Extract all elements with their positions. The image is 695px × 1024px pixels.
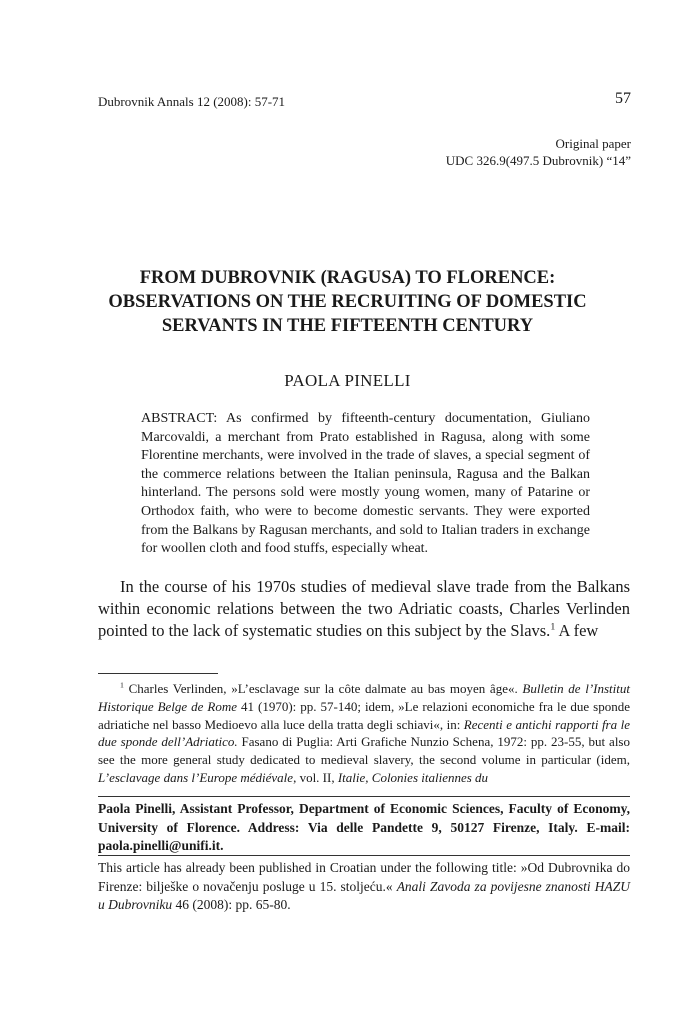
footnote-divider xyxy=(98,673,218,674)
footnote-journal-title: Bulletin de l’Institut Historique Belge de Rome xyxy=(98,681,630,714)
footnote-marker: 1 xyxy=(120,680,124,690)
udc-code: UDC 326.9(497.5 Dubrovnik) “14” xyxy=(445,153,631,168)
publication-note xyxy=(98,859,630,915)
footnote-reference[interactable]: 1 xyxy=(550,621,556,633)
footnote-text: 41 (1970): pp. 57-140; idem, »Le relazioni economiche fra le due sponde adriatiche nel basso Medioevo alla luce della tratta degli schiavi«, in: xyxy=(98,698,630,732)
footnote xyxy=(98,680,630,787)
footnote-book-title: L’esclavage dans l’Europe médiévale xyxy=(98,769,294,785)
title-line: FROM DUBROVNIK (RAGUSA) TO FLORENCE: xyxy=(139,268,556,288)
author-name: PAOLA PINELLI xyxy=(284,371,411,390)
body-text: In the course of his 1970s studies of medieval slave trade from the Balkans within economic relations between the two Adriatic coasts, Charles Verlinden pointed to the lack of systematic studies on this subject by the Slavs. xyxy=(98,577,630,640)
title-line: SERVANTS IN THE FIFTEENTH CENTURY xyxy=(161,316,534,336)
body-text-continuation: A few xyxy=(555,621,599,640)
footnote-text: Charles Verlinden, »L’esclavage sur la côte dalmate au bas moyen âge«. xyxy=(123,681,523,696)
article-classification xyxy=(446,135,631,169)
running-head: Dubrovnik Annals 12 (2008): 57-71 xyxy=(98,94,286,109)
footnote-text: Fasano di Puglia: Arti Grafiche Nunzio Schena, 1972: pp. 23-55, but also see the more general study dedicated to medieval slavery, the second volume in particular (idem, xyxy=(98,734,630,768)
title-line: OBSERVATIONS ON THE RECRUITING OF DOMESTIC xyxy=(108,292,587,312)
author-affiliation: Paola Pinelli, Assistant Professor, Department of Economic Sciences, Faculty of Economy, University of Florence. Address: Via delle Pandette 9, 50127 Firenze, Italy. E-mail: paola.pinelli@unifi.it. xyxy=(98,801,630,853)
footnote-text: , vol. II, xyxy=(293,769,338,785)
affiliation-divider xyxy=(98,796,630,797)
publication-divider xyxy=(98,855,630,856)
abstract: ABSTRACT: As confirmed by fifteenth-century documentation, Giuliano Marcovaldi, a merchant from Prato established in Ragusa, along with some Florentine merchants, were involved in the trade of slaves, a special segment of the commerce relations between the Italian peninsula, Ragusa and the Balkan hinterland. The persons sold were mostly young women, many of Patarine or Orthodox faith, who were to become domestic servants. They were exported from the Balkans by Ragusan merchants, and sold to Italian traders in exchange for woollen cloth and food stuffs, especially wheat. xyxy=(141,411,590,557)
page-number: 57 xyxy=(615,90,631,107)
article-type: Original paper xyxy=(555,136,631,151)
footnote-book-title: Italie, Colonies italiennes du xyxy=(337,769,489,785)
body-paragraph xyxy=(98,576,630,642)
article-title xyxy=(60,266,635,338)
publication-journal-title: Anali Zavoda za povijesne znanosti HAZU u Dubrovniku xyxy=(98,878,630,912)
publication-note-text: This article has already been published in Croatian under the following title: »Od Dubrovnika do Firenze: bilješke o novačenju posluge u 15. stoljeću.« xyxy=(98,860,630,894)
footnote-book-title: Recenti e antichi rapporti fra le due sponde dell’Adriatico. xyxy=(98,716,630,750)
publication-note-text: 46 (2008): pp. 65-80. xyxy=(172,897,291,912)
